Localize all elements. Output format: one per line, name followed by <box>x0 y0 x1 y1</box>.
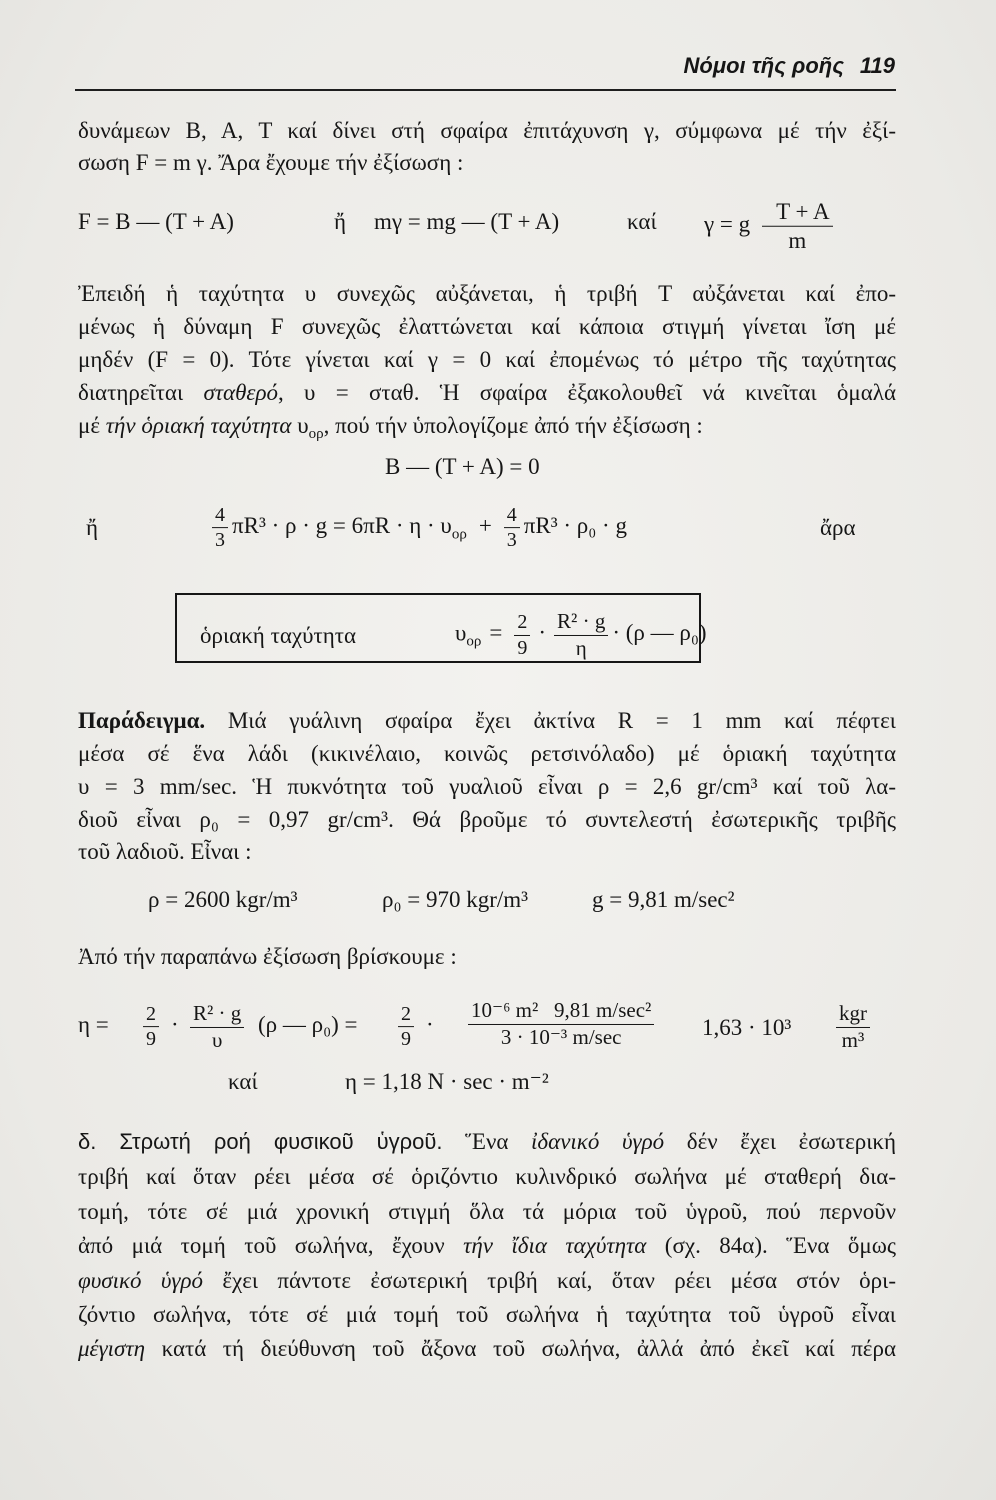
paragraph-line <box>78 1332 896 1366</box>
paragraph-line <box>78 1264 896 1298</box>
equation-force: F = B — (T + A) <box>78 209 234 234</box>
section-heading: δ. Στρωτή ροή φυσικοῦ ὑγροῦ. <box>78 1129 443 1154</box>
fraction <box>468 999 654 1049</box>
conjunction-and: καί <box>228 1069 258 1094</box>
equation-newton: mγ = mg — (T + A) <box>374 209 560 234</box>
fraction-denominator: 3 <box>506 529 517 552</box>
fraction-numerator: R² · g <box>190 1002 244 1028</box>
fraction <box>836 1002 870 1052</box>
example-label: Παράδειγμα. <box>78 708 206 733</box>
fraction-numerator: kgr <box>836 1002 870 1028</box>
fraction-numerator: 4 <box>504 504 520 528</box>
text-run: Μιά γυάλινη σφαίρα ἔχει ἀκτίνα R = 1 mm καί πέφτει <box>205 708 896 733</box>
fraction <box>836 1002 870 1052</box>
text-run: Ἕνα <box>442 1129 532 1154</box>
stokes-equation <box>212 504 627 552</box>
fraction <box>143 1003 159 1051</box>
fraction-numerator: R² · g <box>554 610 608 636</box>
running-header-title: Νόμοι τῆς ροῆς <box>683 53 844 78</box>
text-run: κατά τή διεύθυνση τοῦ ἄξονα τοῦ σωλήνα, ἀλλά ἀπό ἐκεῖ καί πέρα <box>145 1336 896 1361</box>
fraction-denominator: 3 <box>215 529 225 552</box>
fraction-denominator: 9 <box>401 1028 411 1051</box>
dot-operator: · <box>171 1012 179 1037</box>
text-run: , υ = σταθ. Ἡ σφαίρα ἐξακολουθεῖ νά κινεῖται ὁμαλά <box>278 380 897 405</box>
acceleration-lhs: γ = g <box>704 211 751 237</box>
paragraph-line: Ἐπειδή ἡ ταχύτητα υ συνεχῶς αὐξάνεται, ἡ τριβή T αὐξάνεται καί ἐπο- <box>78 281 896 306</box>
variable-subscript: ορ <box>451 526 467 543</box>
conjunction-and: καί <box>627 209 657 234</box>
variable: υ <box>291 413 309 438</box>
result-box <box>175 593 707 663</box>
fraction-denominator: m <box>788 227 807 253</box>
italic-term: τήν ὁριακή ταχύτητα <box>105 413 292 438</box>
viscosity-result: η = 1,18 N · sec · m⁻² <box>345 1069 549 1094</box>
text-run: ἀπό μιά τομή τοῦ σωλήνα, ἔχουν <box>78 1233 464 1258</box>
terminal-velocity-formula <box>455 610 707 660</box>
text-run: (σχ. 84α). Ἕνα ὅμως <box>646 1233 896 1258</box>
fraction <box>190 1002 244 1052</box>
paragraph-line <box>78 1229 896 1263</box>
fraction <box>468 999 654 1049</box>
conjunction-or: ἤ <box>334 209 347 234</box>
header-rule <box>75 89 896 91</box>
fraction-numerator: 2 <box>143 1003 159 1027</box>
fraction-denominator: 3 · 10⁻³ m/sec <box>500 1024 622 1049</box>
paragraph-line <box>78 1125 896 1159</box>
text-run: δέν ἔχει ἐσωτερική <box>664 1129 897 1154</box>
fraction <box>143 1003 159 1051</box>
box-label: ὁριακή ταχύτητα <box>200 623 357 648</box>
fraction <box>398 1003 414 1051</box>
calc-factor: 1,63 · 10³ <box>702 1015 792 1040</box>
fraction-denominator: m³ <box>841 1027 865 1052</box>
calc-middle: (ρ — ρ₀) = <box>258 1012 358 1037</box>
fraction-numerator: 2 <box>398 1003 414 1027</box>
equation-term: πR³ · ρ · g = 6πR · η · υ <box>232 513 452 539</box>
italic-term: τήν ἴδια ταχύτητα <box>463 1233 647 1258</box>
fraction-numerator: T + A <box>762 199 832 227</box>
fraction-denominator: υ <box>211 1027 223 1052</box>
fraction-numerator: 10⁻⁶ m² 9,81 m/sec² <box>468 999 654 1025</box>
dot-operator: · <box>426 1012 434 1037</box>
fraction-denominator: η <box>575 635 587 660</box>
fraction <box>190 1002 244 1052</box>
conjunction-therefore: ἄρα <box>820 515 856 540</box>
conjunction-or: ἤ <box>86 515 99 540</box>
fraction-denominator: 9 <box>517 636 528 659</box>
italic-term: ἰδανικό ὑγρό <box>531 1129 665 1154</box>
variable-subscript: ορ <box>466 633 482 650</box>
fraction <box>762 199 832 254</box>
given-gravity: g = 9,81 m/sec² <box>592 887 735 912</box>
running-header <box>684 49 896 83</box>
equation-term: · (ρ — ρ₀) <box>612 620 707 646</box>
paragraph-line: τριβή καί ὅταν ρέει μέσα σέ ὁριζόντιο κυλινδρικό σωλήνα μέ σταθερή δια- <box>78 1164 896 1189</box>
fraction-denominator: 9 <box>146 1028 156 1051</box>
text-run: ἔχει πάντοτε ἐσωτερική τριβή καί, ὅταν ρέει μέσα στόν ὁρι- <box>203 1268 896 1293</box>
paragraph-line: δυνάμεων B, A, T καί δίνει στή σφαίρα ἐπιτάχυνση γ, σύμφωνα μέ τήν ἐξί- <box>78 118 896 143</box>
paragraph-line: Ἀπό τήν παραπάνω ἐξίσωση βρίσκουμε : <box>78 944 457 969</box>
fraction-numerator: 4 <box>212 504 228 528</box>
fraction <box>554 610 608 660</box>
fraction <box>514 611 530 659</box>
paragraph-line: υ = 3 mm/sec. Ἡ πυκνότητα τοῦ γυαλιοῦ εἶναι ρ = 2,6 gr/cm³ καί τοῦ λα- <box>78 774 896 799</box>
plus-sign: + <box>478 513 492 539</box>
paragraph-line: διοῦ εἶναι ρ₀ = 0,97 gr/cm³. Θά βροῦμε τό συντελεστή ἐσωτερικῆς τριβῆς <box>78 807 896 832</box>
paragraph-line: μένως ἡ δύναμη F συνεχῶς ἐλαττώνεται καί κάποια στιγμή γίνεται ἴση μέ <box>78 314 896 339</box>
paragraph-line <box>78 409 703 443</box>
given-density-oil: ρ₀ = 970 kgr/m³ <box>382 887 529 912</box>
paragraph-line <box>78 376 896 410</box>
calc-lhs: η = <box>78 1012 109 1037</box>
fraction-numerator: 2 <box>514 611 530 635</box>
given-density-glass: ρ = 2600 kgr/m³ <box>148 887 298 912</box>
equation-balance: B — (T + A) = 0 <box>385 454 540 479</box>
page-number: 119 <box>859 53 895 78</box>
paragraph-line: τομή, τότε σέ μιά χρονική στιγμή ὅλα τά μόρια τοῦ ὑγροῦ, πού περνοῦν <box>78 1199 896 1224</box>
italic-term: μέγιστη <box>78 1336 146 1361</box>
fraction <box>398 1003 414 1051</box>
variable: υ <box>455 620 467 646</box>
dot-operator: · <box>538 620 547 646</box>
paragraph-line: ζόντιο σωλήνα, τότε σέ μιά τομή τοῦ σωλήνα ἡ ταχύτητα τοῦ ὑγροῦ εἶναι <box>78 1302 896 1327</box>
fraction <box>504 504 520 552</box>
equals-sign: = <box>489 620 503 646</box>
variable-subscript: ορ <box>308 426 324 442</box>
paragraph-line: τοῦ λαδιοῦ. Εἶναι : <box>78 839 252 864</box>
italic-term: φυσικό ὑγρό <box>78 1268 204 1293</box>
paragraph-line: μηδέν (F = 0). Τότε γίνεται καί γ = 0 καί ἐπομένως τό μέτρο τῆς ταχύτητας <box>78 347 896 372</box>
paragraph-line: μέσα σέ ἕνα λάδι (κικινέλαιο, κοινῶς ρετσινόλαδο) μέ ὁριακή ταχύτητα <box>78 741 896 766</box>
italic-term: σταθερό <box>203 380 279 405</box>
paragraph-line: σωση F = m γ. Ἄρα ἔχουμε τήν ἐξίσωση : <box>78 150 464 175</box>
fraction <box>212 504 228 552</box>
equation-acceleration <box>704 199 833 254</box>
text-run: διατηρεῖται <box>78 380 204 405</box>
text-run: , πού τήν ὑπολογίζομε ἀπό τήν ἐξίσωση : <box>323 413 703 438</box>
text-run: μέ <box>78 413 106 438</box>
paragraph-line <box>78 704 896 738</box>
equation-term: πR³ · ρ₀ · g <box>523 513 627 539</box>
